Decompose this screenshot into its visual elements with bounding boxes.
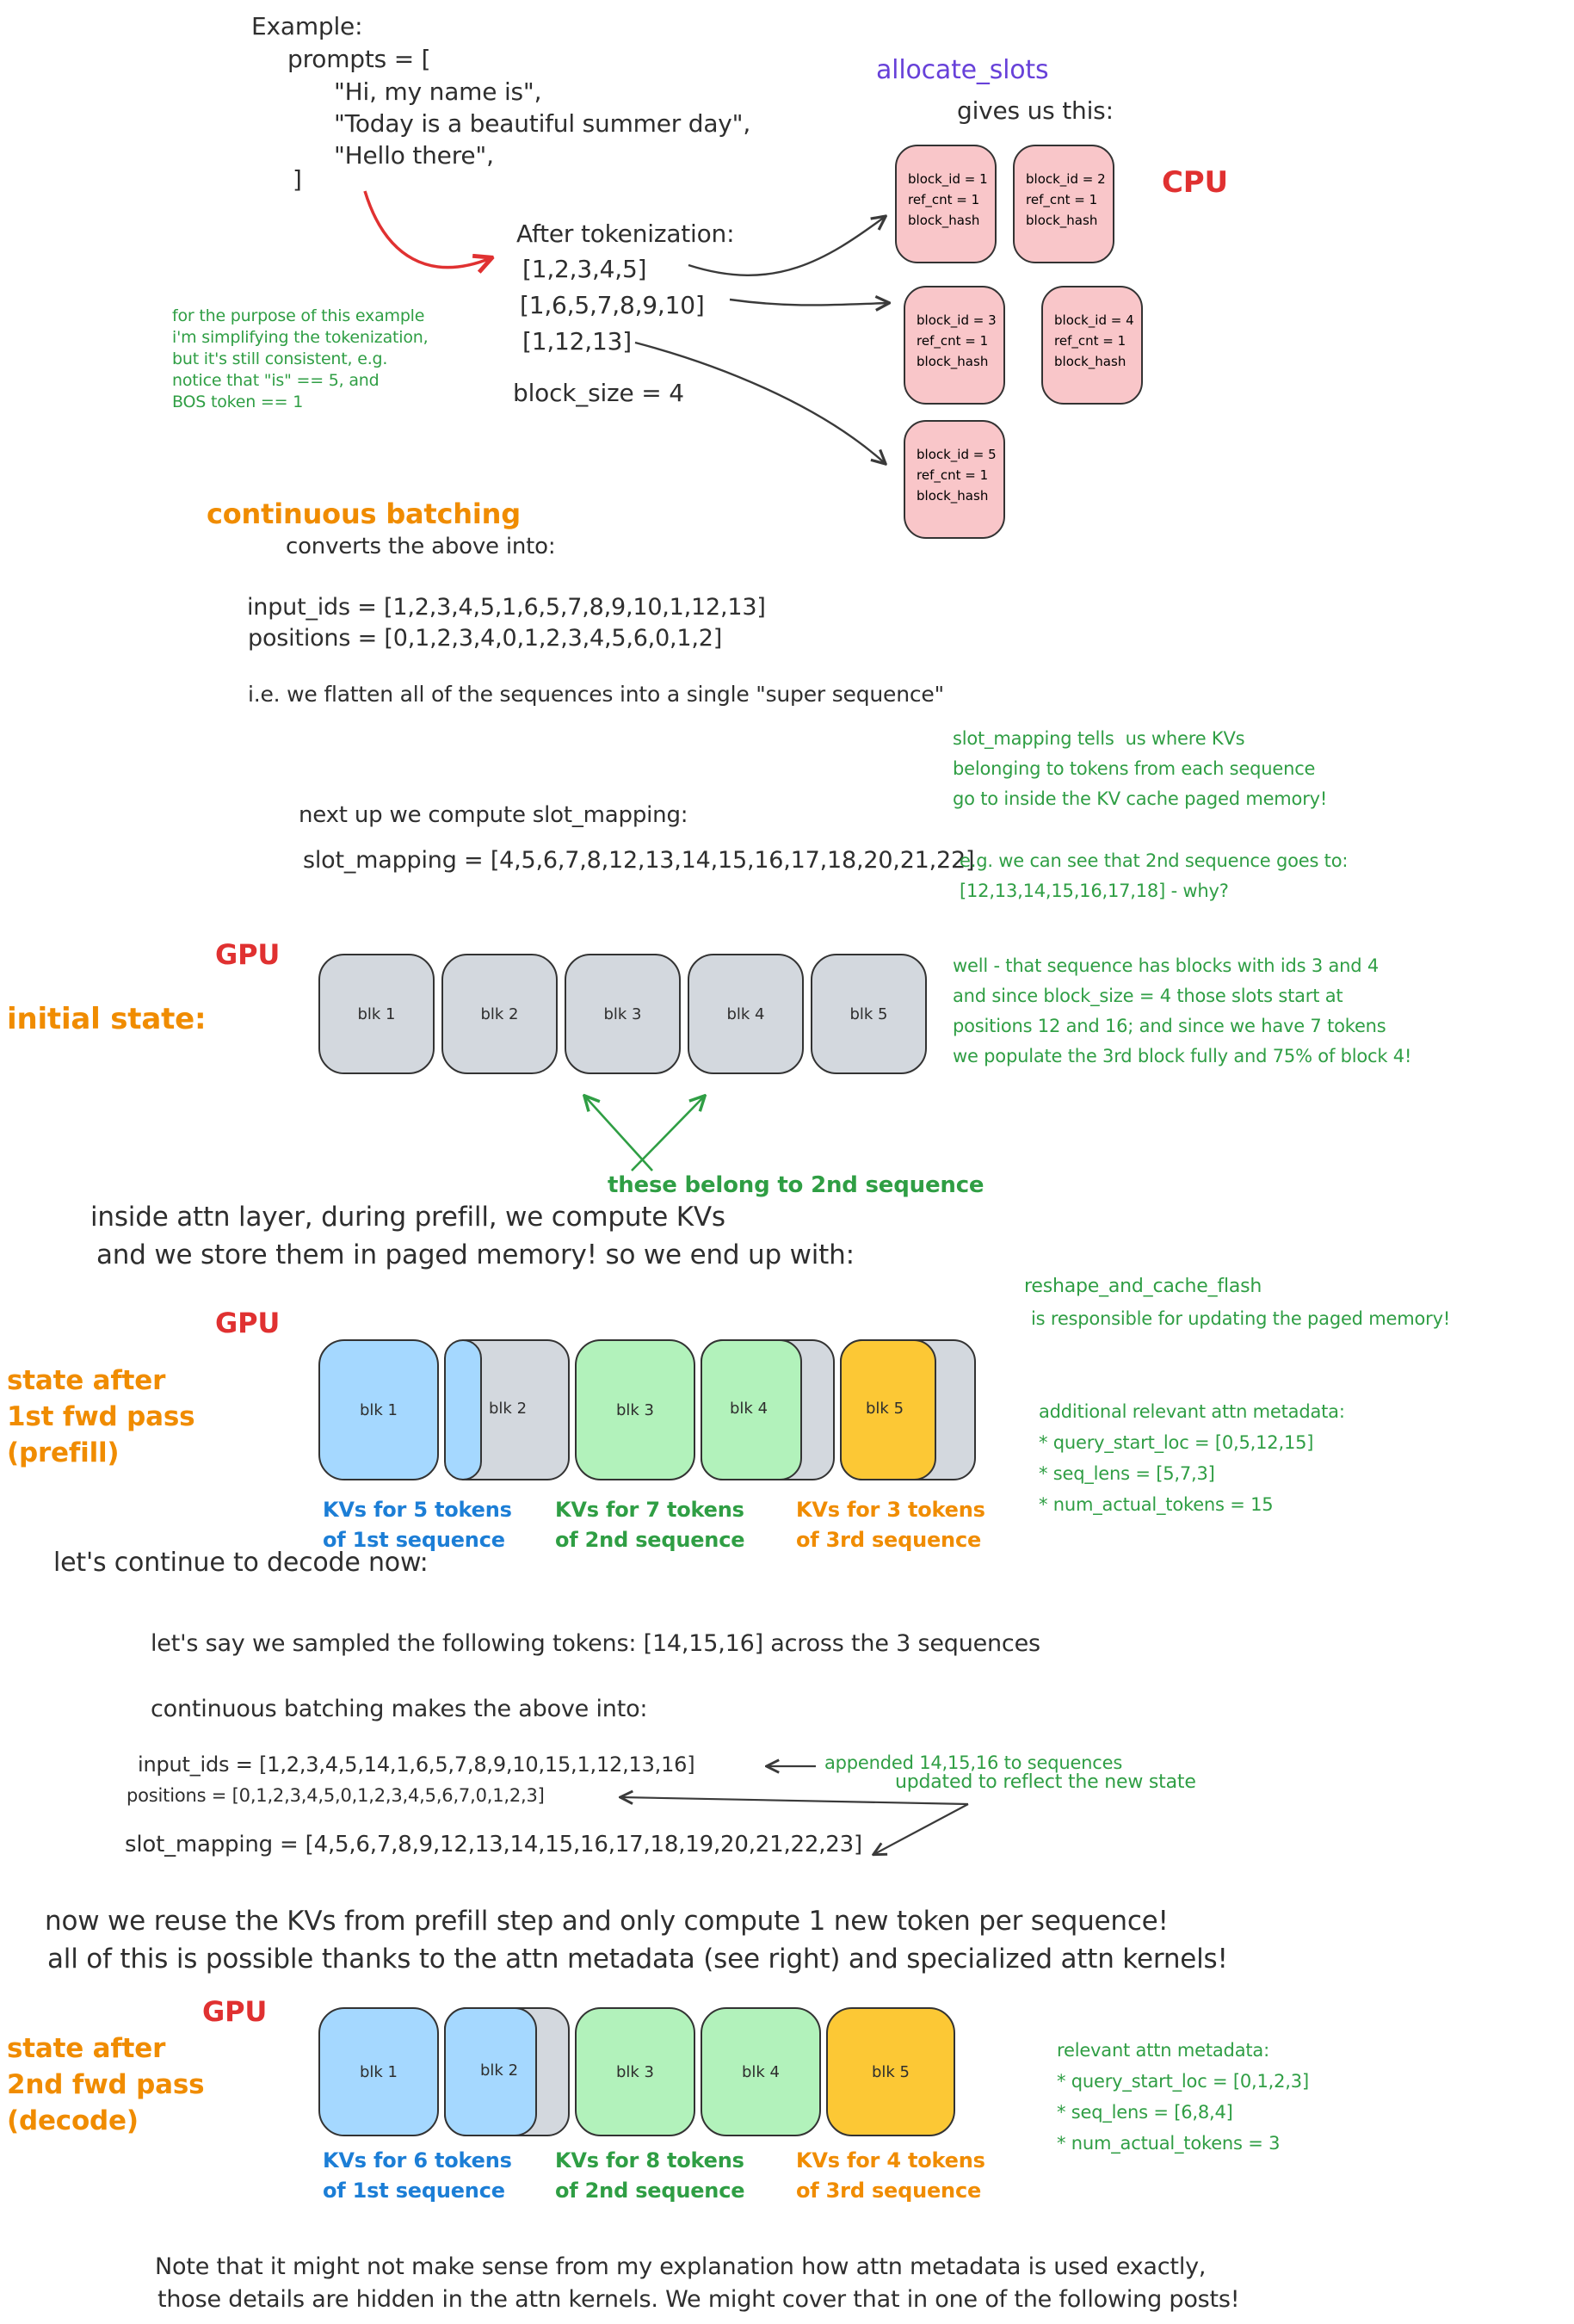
- why-line3: positions 12 and 16; and since we have 7 tokens: [953, 1016, 1386, 1036]
- token-seq-2: [1,6,5,7,8,9,10]: [520, 291, 705, 319]
- prefill-kv1-line2: of 1st sequence: [323, 1528, 505, 1552]
- block-id-text: block_id = 5: [917, 447, 997, 462]
- gpu-decode-blk1: [318, 2007, 439, 2136]
- cpu-block-3: [904, 286, 1005, 405]
- gpu-prefill-blk3: [575, 1339, 695, 1480]
- arrow-prompts-to-tokenization: [365, 191, 491, 268]
- blk-label: blk 3: [615, 2062, 655, 2081]
- decode-state-label-3: (decode): [7, 2105, 139, 2136]
- block-size-value: block_size = 4: [513, 379, 684, 407]
- slot-note-line2: belonging to tokens from each sequence: [953, 758, 1316, 779]
- cpu-block-1: [895, 145, 997, 263]
- blk-label: blk 1: [359, 1400, 398, 1419]
- blk-label: blk 2: [480, 1004, 519, 1023]
- blk-label: blk 5: [871, 2062, 910, 2081]
- decode-kv3-line2: of 3rd sequence: [796, 2179, 982, 2203]
- decode-state-label-2: 2nd fwd pass: [7, 2069, 205, 2100]
- gpu-label-initial: GPU: [215, 938, 281, 971]
- footnote-line2: those details are hidden in the attn kernels. We might cover that in one of the following posts!: [157, 2286, 1240, 2313]
- blk-label: blk 1: [357, 1004, 396, 1023]
- ref-cnt-text: ref_cnt = 1: [1054, 333, 1126, 349]
- cpu-block-4: [1041, 286, 1143, 405]
- arrow-updated-slotmapping: [874, 1804, 968, 1854]
- converts-subtitle: converts the above into:: [286, 534, 556, 559]
- prefill-state-label-3: (prefill): [7, 1437, 120, 1468]
- slot-note-line1: slot_mapping tells us where KVs: [953, 728, 1245, 749]
- blk-label: blk 5: [866, 1400, 904, 1418]
- ref-cnt-text: ref_cnt = 1: [917, 467, 989, 483]
- gpu-decode-blk3: [575, 2007, 695, 2136]
- example-title: Example:: [251, 12, 363, 40]
- block-id-text: block_id = 4: [1054, 312, 1134, 328]
- sampled-tokens-line: let's say we sampled the following tokens: [14,15,16] across the 3 sequences: [151, 1630, 1040, 1657]
- block-id-text: block_id = 1: [908, 171, 988, 187]
- blk-label: blk 4: [726, 1004, 765, 1023]
- prompts-close: ]: [293, 165, 302, 194]
- prefill-meta-line3: * num_actual_tokens = 15: [1039, 1494, 1274, 1515]
- gpu-initial-blk1: [318, 954, 435, 1074]
- gpu-initial-blk5: [811, 954, 927, 1074]
- decode-kv3-line1: KVs for 4 tokens: [796, 2148, 985, 2173]
- second-seq-annotation: these belong to 2nd sequence: [608, 1172, 985, 1198]
- gpu-label-prefill: GPU: [215, 1307, 281, 1339]
- token-seq-3: [1,12,13]: [522, 327, 632, 355]
- reuse-line2: all of this is possible thanks to the attn metadata (see right) and specialized attn kernels!: [47, 1944, 1228, 1975]
- arrow-2nd-seq-left: [585, 1097, 652, 1171]
- tokenization-note-line3: but it's still consistent, e.g.: [172, 349, 388, 368]
- prompts-open: prompts = [: [287, 45, 431, 73]
- tokenization-note-line1: for the purpose of this example: [172, 306, 425, 325]
- decode-heading: let's continue to decode now:: [53, 1548, 429, 1578]
- gpu-prefill-blk4: [701, 1339, 835, 1480]
- arrow-2nd-seq-right: [632, 1097, 704, 1171]
- slot-note-eg1: e.g. we can see that 2nd sequence goes to:: [960, 850, 1349, 871]
- decode-kv1-line2: of 1st sequence: [323, 2179, 505, 2203]
- decode-meta-line2: * seq_lens = [6,8,4]: [1057, 2102, 1233, 2123]
- decode-state-label-1: state after: [7, 2033, 166, 2064]
- prefill-kv2-line2: of 2nd sequence: [555, 1528, 745, 1552]
- tokenization-note-line4: notice that "is" == 5, and: [172, 371, 380, 390]
- slot-mapping-decode: slot_mapping = [4,5,6,7,8,9,12,13,14,15,16,17,18,19,20,21,22,23]: [125, 1832, 862, 1857]
- blk-label: blk 1: [359, 2062, 398, 2081]
- gpu-initial-blk2: [441, 954, 558, 1074]
- prefill-heading-line2: and we store them in paged memory! so we end up with:: [96, 1239, 855, 1270]
- footnote-line1: Note that it might not make sense from my explanation how attn metadata is used exactly,: [155, 2253, 1207, 2280]
- gpu-decode-blk4: [701, 2007, 821, 2136]
- prefill-state-label-2: 1st fwd pass: [7, 1401, 195, 1432]
- prompt-2: "Today is a beautiful summer day",: [334, 109, 751, 138]
- flatten-note: i.e. we flatten all of the sequences into a single "super sequence": [248, 682, 944, 707]
- block-id-text: block_id = 3: [917, 312, 997, 328]
- block-hash-text: block_hash: [917, 488, 989, 504]
- decode-kv2-line1: KVs for 8 tokens: [555, 2148, 744, 2173]
- slot-mapping-prefill: slot_mapping = [4,5,6,7,8,12,13,14,15,16,17,18,20,21,22]: [303, 847, 975, 874]
- reshape-note-line1: reshape_and_cache_flash: [1024, 1276, 1262, 1297]
- block-hash-text: block_hash: [917, 354, 989, 369]
- decode-meta-line1: * query_start_loc = [0,1,2,3]: [1057, 2071, 1309, 2092]
- prefill-meta-line2: * seq_lens = [5,7,3]: [1039, 1463, 1215, 1484]
- gpu-decode-blk5: [826, 2007, 955, 2136]
- blk-label: blk 4: [730, 1400, 768, 1418]
- prompt-3: "Hello there",: [334, 141, 494, 170]
- initial-state-label: initial state:: [7, 1002, 207, 1036]
- block-hash-text: block_hash: [1026, 213, 1098, 228]
- ref-cnt-text: ref_cnt = 1: [1026, 192, 1098, 207]
- gpu-label-decode: GPU: [202, 1995, 268, 2028]
- arrow-seq2-to-blocks: [730, 300, 888, 306]
- input-ids-decode: input_ids = [1,2,3,4,5,14,1,6,5,7,8,9,10,15,1,12,13,16]: [138, 1752, 695, 1777]
- token-seq-1: [1,2,3,4,5]: [522, 255, 647, 283]
- block-hash-text: block_hash: [1054, 354, 1126, 369]
- decode-kv2-line2: of 2nd sequence: [555, 2179, 745, 2203]
- prefill-heading-line1: inside attn layer, during prefill, we compute KVs: [90, 1202, 725, 1233]
- gpu-decode-blk2: [444, 2007, 570, 2136]
- positions-prefill: positions = [0,1,2,3,4,0,1,2,3,4,5,6,0,1,2]: [248, 625, 723, 652]
- next-up-label: next up we compute slot_mapping:: [299, 802, 688, 828]
- continuous-batching-title: continuous batching: [207, 498, 521, 530]
- cpu-block-2: [1013, 145, 1114, 263]
- blk2-blue-part: [444, 1339, 482, 1480]
- block-id-text: block_id = 2: [1026, 171, 1106, 187]
- gpu-prefill-blk5: [840, 1339, 976, 1480]
- blk-label: blk 3: [615, 1400, 655, 1419]
- block-hash-text: block_hash: [908, 213, 980, 228]
- cpu-block-5: [904, 420, 1005, 539]
- prefill-kv3-line2: of 3rd sequence: [796, 1528, 982, 1552]
- decode-meta-line0: relevant attn metadata:: [1057, 2040, 1269, 2061]
- allocate-slots-label: allocate_slots: [876, 55, 1049, 85]
- blk-label: blk 2: [480, 2061, 519, 2080]
- blk-label: blk 3: [603, 1004, 642, 1023]
- appended-note: appended 14,15,16 to sequences: [824, 1752, 1123, 1773]
- decode-meta-line3: * num_actual_tokens = 3: [1057, 2133, 1281, 2154]
- prefill-kv3-line1: KVs for 3 tokens: [796, 1498, 985, 1522]
- blk-label: blk 2: [489, 1400, 528, 1418]
- tokenization-note-line5: BOS token == 1: [172, 392, 304, 411]
- why-line2: and since block_size = 4 those slots start at: [953, 986, 1343, 1006]
- prefill-meta-line1: * query_start_loc = [0,5,12,15]: [1039, 1432, 1314, 1453]
- prompt-1: "Hi, my name is",: [334, 77, 542, 106]
- gpu-prefill-blk1: [318, 1339, 439, 1480]
- cpu-label: CPU: [1162, 165, 1228, 200]
- ref-cnt-text: ref_cnt = 1: [908, 192, 980, 207]
- blk-label: blk 4: [741, 2062, 781, 2081]
- after-tokenization-heading: After tokenization:: [516, 219, 735, 248]
- prefill-kv2-line1: KVs for 7 tokens: [555, 1498, 744, 1522]
- arrow-updated-positions: [621, 1797, 968, 1804]
- why-line4: we populate the 3rd block fully and 75% of block 4!: [953, 1046, 1412, 1066]
- gpu-prefill-blk2: [444, 1339, 570, 1480]
- reshape-note-line2: is responsible for updating the paged memory!: [1031, 1308, 1451, 1329]
- makes-into-line: continuous batching makes the above into:: [151, 1696, 648, 1722]
- updated-note: updated to reflect the new state: [895, 1771, 1196, 1793]
- blk-label: blk 5: [849, 1004, 888, 1023]
- gives-us-this-label: gives us this:: [957, 96, 1114, 125]
- slot-note-line3: go to inside the KV cache paged memory!: [953, 788, 1328, 809]
- prefill-meta-line0: additional relevant attn metadata:: [1039, 1401, 1345, 1422]
- slot-note-eg2: [12,13,14,15,16,17,18] - why?: [960, 881, 1229, 901]
- decode-kv1-line1: KVs for 6 tokens: [323, 2148, 512, 2173]
- gpu-initial-blk4: [688, 954, 804, 1074]
- positions-decode: positions = [0,1,2,3,4,5,0,1,2,3,4,5,6,7,0,1,2,3]: [127, 1785, 545, 1806]
- why-line1: well - that sequence has blocks with ids 3 and 4: [953, 955, 1380, 976]
- reuse-line1: now we reuse the KVs from prefill step and only compute 1 new token per sequence!: [45, 1906, 1169, 1937]
- prefill-kv1-line1: KVs for 5 tokens: [323, 1498, 512, 1522]
- input-ids-prefill: input_ids = [1,2,3,4,5,1,6,5,7,8,9,10,1,12,13]: [247, 594, 766, 621]
- tokenization-note-line2: i'm simplifying the tokenization,: [172, 328, 429, 347]
- gpu-initial-blk3: [565, 954, 681, 1074]
- ref-cnt-text: ref_cnt = 1: [917, 333, 989, 349]
- prefill-state-label-1: state after: [7, 1365, 166, 1396]
